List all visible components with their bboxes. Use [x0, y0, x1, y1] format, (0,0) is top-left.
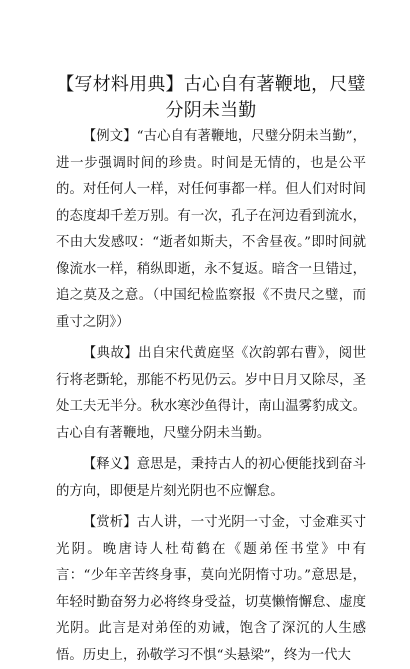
document-body	[56, 124, 366, 669]
page-title: 【写材料用典】古心自有著鞭地，尺璧分阴未当勤	[56, 74, 366, 121]
example-paragraph: 【例文】“古心自有著鞭地，尺璧分阴未当勤”，进一步强调时间的珍贵。时间是无情的，也是公平的。对任何人一样，对任何事都一样。但人们对时间的态度却千差万别。有一次，孔子在河边看到流水，不由大发感叹：“逝者如斯夫，不舍昼夜。”即时间就像流水一样，稍纵即逝，永不复返。暗含一旦错过，追之莫及之意。（中国纪检监察报《不贵尺之璧，而重寸之阴》）	[56, 129, 366, 330]
appreciation-paragraph: 【赏析】古人讲，一寸光阴一寸金，寸金难买寸光阴。晚唐诗人杜荀鹤在《题弟侄书堂》中有言：“少年辛苦终身事，莫向光阴惰寸功。”意思是，年轻时勤奋努力必将终身受益，切莫懒惰懈怠、虚度光阴。此言是对弟侄的劝诫，饱含了深沉的人生感悟。历史上，孙敬学习不惧“头悬梁”，终为一代大	[56, 515, 366, 663]
explanation-paragraph: 【释义】意思是，秉持古人的初心便能找到奋斗的方向，即便是片刻光阴也不应懈怠。	[56, 457, 366, 499]
allusion-paragraph: 【典故】出自宋代黄庭坚《次韵郭右曹》，阅世行将老斲轮，那能不朽见仍云。岁中日月又除尽，圣处工夫无半分。秋水寒沙鱼得计，南山温雾豹成文。古心自有著鞭地，尺璧分阴未当勤。	[56, 346, 366, 441]
